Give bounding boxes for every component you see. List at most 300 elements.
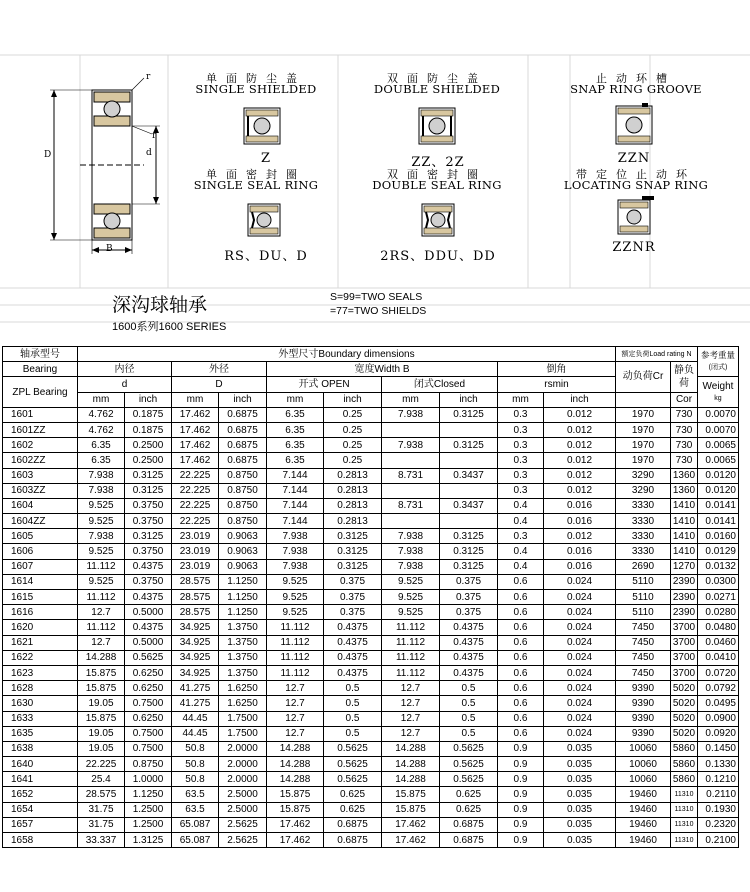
cell-d-mm: 7.938 [78, 483, 125, 498]
cell-D-inch: 0.6875 [219, 438, 267, 453]
cell-closed-mm [382, 453, 440, 468]
cell-open-mm: 11.112 [267, 635, 324, 650]
cell-rsmin-inch: 0.035 [544, 741, 616, 756]
cell-d-mm: 33.337 [78, 833, 125, 848]
table-row [3, 696, 739, 711]
cell-D-mm: 17.462 [172, 422, 219, 437]
cell-cr: 1970 [616, 422, 671, 437]
cell-open-inch: 0.5 [324, 726, 382, 741]
cell-rsmin-mm: 0.6 [498, 635, 544, 650]
table-row [3, 453, 739, 468]
cell-cor: 1360 [671, 468, 698, 483]
cell-closed-mm: 15.875 [382, 802, 440, 817]
cell-cr: 7450 [616, 650, 671, 665]
cell-d-inch: 0.5000 [125, 635, 172, 650]
cell-rsmin-inch: 0.024 [544, 665, 616, 680]
cell-D-mm: 22.225 [172, 514, 219, 529]
cell-bearing: 1635 [3, 726, 78, 741]
cell-d-inch: 0.3750 [125, 514, 172, 529]
cell-D-mm: 41.275 [172, 681, 219, 696]
cell-open-inch: 0.25 [324, 438, 382, 453]
cell-d-mm: 11.112 [78, 559, 125, 574]
cell-D-inch: 1.1250 [219, 605, 267, 620]
cell-D-mm: 22.225 [172, 498, 219, 513]
cell-d-inch: 0.3125 [125, 529, 172, 544]
cell-cr: 5110 [616, 574, 671, 589]
cell-closed-inch: 0.5625 [440, 757, 498, 772]
cell-rsmin-mm: 0.6 [498, 574, 544, 589]
cell-d-inch: 0.8750 [125, 757, 172, 772]
double-seal-icon [418, 200, 458, 240]
cell-D-mm: 34.925 [172, 665, 219, 680]
cell-closed-mm: 7.938 [382, 407, 440, 422]
cell-d-inch: 0.4375 [125, 620, 172, 635]
unit-inch-d: inch [125, 392, 172, 407]
cell-D-inch: 2.0000 [219, 772, 267, 787]
cell-weight: 0.0280 [698, 605, 739, 620]
cell-d-inch: 0.2500 [125, 438, 172, 453]
cell-cor: 3700 [671, 620, 698, 635]
bearing-section-diagram [40, 70, 170, 260]
cell-rsmin-mm: 0.6 [498, 620, 544, 635]
cell-closed-inch: 0.5 [440, 726, 498, 741]
cell-rsmin-inch: 0.024 [544, 635, 616, 650]
header-cor-cn: 静负荷 [671, 362, 698, 392]
cell-D-mm: 44.45 [172, 726, 219, 741]
cell-rsmin-mm: 0.9 [498, 787, 544, 802]
cell-D-inch: 0.6875 [219, 407, 267, 422]
cell-cor: 1410 [671, 498, 698, 513]
cell-open-inch: 0.2813 [324, 483, 382, 498]
header-zpl: ZPL Bearing [3, 377, 78, 407]
cell-open-mm: 6.35 [267, 453, 324, 468]
cell-cr: 3330 [616, 498, 671, 513]
cell-D-inch: 0.8750 [219, 498, 267, 513]
cell-rsmin-mm: 0.9 [498, 741, 544, 756]
cell-closed-inch: 0.6875 [440, 833, 498, 848]
cell-closed-mm [382, 514, 440, 529]
cell-closed-mm: 11.112 [382, 650, 440, 665]
cell-bearing: 1603ZZ [3, 483, 78, 498]
cell-open-mm: 6.35 [267, 422, 324, 437]
cell-open-inch: 0.25 [324, 422, 382, 437]
cell-D-mm: 50.8 [172, 741, 219, 756]
cell-d-mm: 12.7 [78, 605, 125, 620]
cell-cr: 3330 [616, 544, 671, 559]
cell-weight: 0.0300 [698, 574, 739, 589]
single-shielded-icon [240, 104, 284, 148]
cell-rsmin-inch: 0.035 [544, 802, 616, 817]
cell-weight: 0.0480 [698, 620, 739, 635]
cell-D-mm: 65.087 [172, 833, 219, 848]
header-cr: 动负荷Cr [616, 362, 671, 392]
cell-open-mm: 15.875 [267, 802, 324, 817]
unit-inch-open: inch [324, 392, 382, 407]
cell-d-inch: 0.6250 [125, 681, 172, 696]
cell-weight: 0.1930 [698, 802, 739, 817]
cell-rsmin-inch: 0.024 [544, 696, 616, 711]
cell-cr: 10060 [616, 757, 671, 772]
cell-bearing: 1620 [3, 620, 78, 635]
cell-cor: 11310 [671, 833, 698, 848]
cell-d-inch: 0.7500 [125, 696, 172, 711]
cell-weight: 0.0410 [698, 650, 739, 665]
cell-d-inch: 1.0000 [125, 772, 172, 787]
label-D: D [44, 150, 52, 160]
header-inner: 内径 [78, 362, 172, 377]
variant-4-code: RS、DU、D [224, 249, 308, 264]
cell-bearing: 1628 [3, 681, 78, 696]
cell-cor: 3700 [671, 635, 698, 650]
cell-D-inch: 2.5625 [219, 833, 267, 848]
cell-bearing: 1601ZZ [3, 422, 78, 437]
cell-closed-inch: 0.375 [440, 590, 498, 605]
cell-rsmin-inch: 0.012 [544, 438, 616, 453]
cell-D-inch: 1.3750 [219, 635, 267, 650]
cell-open-inch: 0.375 [324, 574, 382, 589]
cell-cor: 1410 [671, 529, 698, 544]
cell-weight: 0.0120 [698, 468, 739, 483]
cell-open-mm: 7.144 [267, 468, 324, 483]
cell-d-inch: 0.3750 [125, 574, 172, 589]
header-boundary-dimensions: 外型尺寸Boundary dimensions [78, 347, 616, 362]
cell-open-mm: 7.144 [267, 514, 324, 529]
cell-open-inch: 0.5625 [324, 741, 382, 756]
cell-open-mm: 12.7 [267, 696, 324, 711]
cell-cr: 9390 [616, 726, 671, 741]
cell-cor: 1270 [671, 559, 698, 574]
cell-d-mm: 22.225 [78, 757, 125, 772]
cell-d-mm: 25.4 [78, 772, 125, 787]
cell-rsmin-inch: 0.024 [544, 650, 616, 665]
cell-weight: 0.1210 [698, 772, 739, 787]
cell-bearing: 1616 [3, 605, 78, 620]
cell-open-inch: 0.625 [324, 802, 382, 817]
table-row [3, 559, 739, 574]
cell-closed-inch [440, 422, 498, 437]
cell-closed-inch: 0.625 [440, 787, 498, 802]
label-d: d [146, 148, 152, 158]
cell-cor: 5020 [671, 681, 698, 696]
table-row [3, 438, 739, 453]
cell-d-mm: 4.762 [78, 407, 125, 422]
header-D: D [172, 377, 267, 392]
cell-d-inch: 0.4375 [125, 559, 172, 574]
weight-en-label: Weight [702, 380, 734, 392]
cell-cr: 10060 [616, 741, 671, 756]
cell-rsmin-inch: 0.024 [544, 605, 616, 620]
cell-d-inch: 0.7500 [125, 726, 172, 741]
cell-d-mm: 11.112 [78, 590, 125, 605]
cell-weight: 0.1450 [698, 741, 739, 756]
cell-rsmin-mm: 0.9 [498, 757, 544, 772]
cell-open-inch: 0.4375 [324, 665, 382, 680]
header-chamfer: 倒角 [498, 362, 616, 377]
cell-rsmin-mm: 0.6 [498, 605, 544, 620]
cell-rsmin-mm: 0.9 [498, 802, 544, 817]
cell-cr: 5110 [616, 590, 671, 605]
cell-open-inch: 0.3125 [324, 529, 382, 544]
cell-cor: 3700 [671, 650, 698, 665]
cell-closed-mm [382, 483, 440, 498]
cell-open-inch: 0.25 [324, 407, 382, 422]
cell-d-mm: 6.35 [78, 438, 125, 453]
cell-D-mm: 34.925 [172, 650, 219, 665]
cell-cor: 730 [671, 407, 698, 422]
cell-rsmin-mm: 0.9 [498, 817, 544, 832]
table-row [3, 590, 739, 605]
cell-weight: 0.0271 [698, 590, 739, 605]
cell-D-mm: 28.575 [172, 590, 219, 605]
double-shielded-icon [415, 104, 459, 148]
cell-D-mm: 41.275 [172, 696, 219, 711]
cell-D-inch: 1.1250 [219, 574, 267, 589]
cell-d-inch: 0.3750 [125, 544, 172, 559]
cell-D-mm: 63.5 [172, 787, 219, 802]
cell-bearing: 1604ZZ [3, 514, 78, 529]
cell-open-inch: 0.4375 [324, 635, 382, 650]
cell-bearing: 1601 [3, 407, 78, 422]
cell-bearing: 1658 [3, 833, 78, 848]
unit-mm-open: mm [267, 392, 324, 407]
label-r-top: r [146, 72, 151, 82]
weight-unit-label: kg [714, 394, 722, 402]
cell-open-inch: 0.6875 [324, 833, 382, 848]
cell-d-mm: 9.525 [78, 514, 125, 529]
cell-d-inch: 1.1250 [125, 787, 172, 802]
header-load-rating: 额定负荷Load rating N [616, 347, 698, 362]
cell-bearing: 1607 [3, 559, 78, 574]
cell-bearing: 1633 [3, 711, 78, 726]
cell-d-mm: 7.938 [78, 529, 125, 544]
cell-open-mm: 15.875 [267, 787, 324, 802]
cell-rsmin-inch: 0.035 [544, 787, 616, 802]
cell-D-mm: 63.5 [172, 802, 219, 817]
cell-d-mm: 12.7 [78, 635, 125, 650]
cell-rsmin-inch: 0.012 [544, 453, 616, 468]
table-row [3, 422, 739, 437]
cell-cr: 19460 [616, 787, 671, 802]
note-seals: S=99=TWO SEALS [330, 291, 423, 303]
cell-rsmin-inch: 0.016 [544, 544, 616, 559]
cell-cor: 11310 [671, 787, 698, 802]
cell-rsmin-inch: 0.016 [544, 559, 616, 574]
cell-rsmin-inch: 0.024 [544, 620, 616, 635]
cell-bearing: 1630 [3, 696, 78, 711]
cell-weight: 0.0920 [698, 726, 739, 741]
cell-D-mm: 22.225 [172, 468, 219, 483]
header-weight-cn [698, 347, 739, 377]
series-title-en: 1600系列1600 SERIES [112, 321, 227, 333]
variant-6-code: ZZNR [612, 240, 656, 255]
header-width: 宽度Width B [267, 362, 498, 377]
table-row [3, 483, 739, 498]
cell-open-mm: 7.144 [267, 483, 324, 498]
cell-d-inch: 0.6250 [125, 711, 172, 726]
cell-cor: 5020 [671, 726, 698, 741]
cell-weight: 0.0160 [698, 529, 739, 544]
cell-cor: 11310 [671, 802, 698, 817]
cell-closed-mm: 17.462 [382, 817, 440, 832]
cell-rsmin-inch: 0.024 [544, 590, 616, 605]
cell-cor: 5860 [671, 772, 698, 787]
cell-cr: 7450 [616, 635, 671, 650]
cell-bearing: 1638 [3, 741, 78, 756]
cell-rsmin-mm: 0.6 [498, 665, 544, 680]
cell-closed-inch [440, 514, 498, 529]
cell-cr: 3290 [616, 483, 671, 498]
cell-closed-inch: 0.3125 [440, 529, 498, 544]
cell-d-mm: 28.575 [78, 787, 125, 802]
table-row [3, 772, 739, 787]
cell-open-mm: 12.7 [267, 726, 324, 741]
variant-2-code: ZZ、2Z [411, 155, 465, 170]
variant-4-title-en: SINGLE SEAL RING [193, 178, 319, 192]
cell-rsmin-mm: 0.9 [498, 772, 544, 787]
cell-bearing: 1652 [3, 787, 78, 802]
cell-d-mm: 14.288 [78, 650, 125, 665]
cell-cor: 5860 [671, 741, 698, 756]
cell-closed-mm: 9.525 [382, 590, 440, 605]
cell-open-mm: 12.7 [267, 681, 324, 696]
cell-cr: 7450 [616, 665, 671, 680]
variant-1-title-cn: 单面防尘盖 [206, 72, 306, 85]
cell-closed-inch: 0.5 [440, 711, 498, 726]
cell-closed-mm: 7.938 [382, 544, 440, 559]
cell-d-mm: 19.05 [78, 696, 125, 711]
cell-open-inch: 0.2813 [324, 498, 382, 513]
unit-mm-d: mm [78, 392, 125, 407]
cell-open-inch: 0.625 [324, 787, 382, 802]
cell-rsmin-inch: 0.012 [544, 483, 616, 498]
cell-closed-inch: 0.6875 [440, 817, 498, 832]
table-row [3, 650, 739, 665]
cell-open-mm: 9.525 [267, 605, 324, 620]
cell-cor: 1410 [671, 544, 698, 559]
cell-bearing: 1621 [3, 635, 78, 650]
cell-closed-mm: 9.525 [382, 605, 440, 620]
cell-D-mm: 23.019 [172, 529, 219, 544]
cell-open-mm: 11.112 [267, 620, 324, 635]
header-outer: 外径 [172, 362, 267, 377]
cell-rsmin-mm: 0.6 [498, 696, 544, 711]
variant-5-title-en: DOUBLE SEAL RING [372, 178, 502, 192]
table-row [3, 605, 739, 620]
table-row [3, 514, 739, 529]
variant-5-title-cn: 双面密封圈 [387, 168, 487, 181]
cell-open-inch: 0.6875 [324, 817, 382, 832]
cell-cr: 9390 [616, 711, 671, 726]
cell-closed-mm [382, 422, 440, 437]
table-row [3, 726, 739, 741]
cell-cor: 1360 [671, 483, 698, 498]
table-row [3, 529, 739, 544]
cell-closed-mm: 8.731 [382, 468, 440, 483]
cell-d-mm: 31.75 [78, 802, 125, 817]
cell-d-inch: 0.3750 [125, 498, 172, 513]
cell-weight: 0.0460 [698, 635, 739, 650]
cell-D-inch: 1.6250 [219, 696, 267, 711]
cell-weight: 0.0495 [698, 696, 739, 711]
cell-D-mm: 44.45 [172, 711, 219, 726]
cell-open-mm: 6.35 [267, 407, 324, 422]
cell-closed-inch: 0.3125 [440, 559, 498, 574]
cell-open-inch: 0.4375 [324, 650, 382, 665]
cell-cor: 730 [671, 422, 698, 437]
cell-rsmin-inch: 0.035 [544, 833, 616, 848]
cell-cor: 1410 [671, 514, 698, 529]
cell-weight: 0.0720 [698, 665, 739, 680]
table-row [3, 817, 739, 832]
cell-D-mm: 34.925 [172, 635, 219, 650]
cell-D-mm: 22.225 [172, 483, 219, 498]
table-row [3, 635, 739, 650]
unit-mm-D: mm [172, 392, 219, 407]
cell-cor: 2390 [671, 590, 698, 605]
cell-D-mm: 17.462 [172, 453, 219, 468]
cell-rsmin-mm: 0.3 [498, 468, 544, 483]
cell-rsmin-mm: 0.4 [498, 514, 544, 529]
unit-mm-rsmin: mm [498, 392, 544, 407]
cell-D-inch: 0.9063 [219, 559, 267, 574]
table-row [3, 787, 739, 802]
cell-closed-inch: 0.5 [440, 696, 498, 711]
cell-weight: 0.0792 [698, 681, 739, 696]
table-row [3, 741, 739, 756]
cell-d-inch: 0.7500 [125, 741, 172, 756]
cell-bearing: 1603 [3, 468, 78, 483]
cell-open-mm: 14.288 [267, 757, 324, 772]
variant-5-code: 2RS、DDU、DD [380, 249, 496, 264]
cell-closed-inch: 0.3125 [440, 544, 498, 559]
cell-weight: 0.0129 [698, 544, 739, 559]
series-title-cn: 深沟球轴承 [112, 294, 208, 316]
table-row [3, 498, 739, 513]
cell-weight: 0.0132 [698, 559, 739, 574]
cell-rsmin-inch: 0.024 [544, 711, 616, 726]
cell-rsmin-mm: 0.3 [498, 438, 544, 453]
cell-d-mm: 9.525 [78, 574, 125, 589]
variant-3-code: ZZN [617, 151, 651, 166]
cell-rsmin-mm: 0.6 [498, 590, 544, 605]
cell-rsmin-inch: 0.016 [544, 514, 616, 529]
cell-D-inch: 2.0000 [219, 741, 267, 756]
unit-inch-D: inch [219, 392, 267, 407]
cell-cor: 3700 [671, 665, 698, 680]
cell-rsmin-inch: 0.035 [544, 817, 616, 832]
cell-D-inch: 1.1250 [219, 590, 267, 605]
cell-cor: 730 [671, 453, 698, 468]
cell-weight: 0.2110 [698, 787, 739, 802]
cell-d-inch: 1.2500 [125, 802, 172, 817]
cell-open-inch: 0.5 [324, 696, 382, 711]
cell-D-mm: 28.575 [172, 605, 219, 620]
cell-d-inch: 1.2500 [125, 817, 172, 832]
cell-D-mm: 23.019 [172, 559, 219, 574]
cell-open-inch: 0.5625 [324, 757, 382, 772]
cell-rsmin-mm: 0.3 [498, 529, 544, 544]
cell-d-mm: 19.05 [78, 726, 125, 741]
cell-cr: 1970 [616, 438, 671, 453]
variant-2-title-cn: 双面防尘盖 [387, 72, 487, 85]
cell-d-inch: 0.3125 [125, 468, 172, 483]
cell-weight: 0.0141 [698, 514, 739, 529]
variant-6-title-en: LOCATING SNAP RING [563, 178, 709, 192]
cell-closed-inch: 0.4375 [440, 635, 498, 650]
cell-cor: 2390 [671, 574, 698, 589]
bearing-spec-table [2, 346, 739, 848]
header-bearing-cn: 轴承型号 [3, 347, 78, 362]
